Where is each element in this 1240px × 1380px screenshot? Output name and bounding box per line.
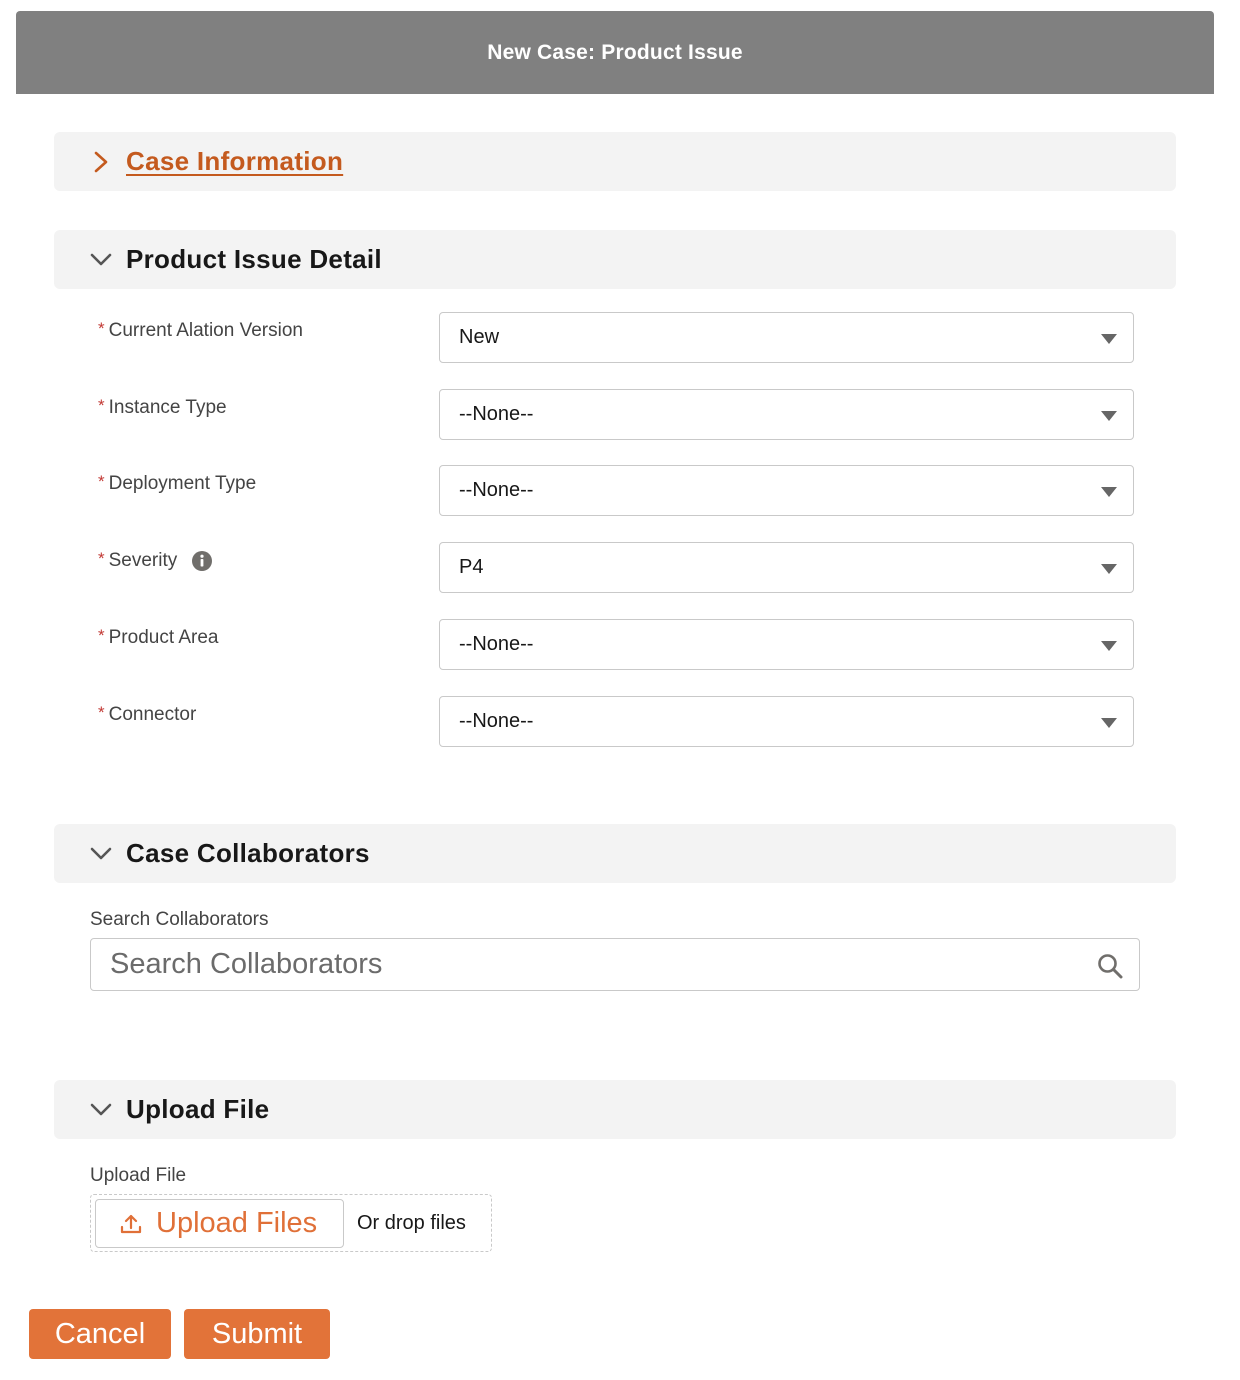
field-label — [98, 704, 196, 726]
search-collaborators-input[interactable] — [110, 945, 1070, 985]
section-title-case-information[interactable]: Case Information — [126, 146, 344, 176]
section-upload-file[interactable] — [54, 1080, 1176, 1139]
field-label-text: Instance Type — [108, 397, 227, 418]
search-icon[interactable] — [1097, 953, 1123, 979]
caret-down-icon — [1100, 333, 1118, 345]
field-label — [98, 550, 213, 572]
required-marker: * — [98, 549, 105, 568]
section-case-information[interactable] — [54, 132, 1176, 191]
required-marker: * — [98, 319, 105, 338]
drop-files-text: Or drop files — [357, 1212, 466, 1234]
field-severity — [98, 542, 1134, 593]
field-instance-type — [98, 389, 1134, 440]
field-label — [98, 320, 303, 342]
file-dropzone[interactable] — [90, 1194, 492, 1252]
search-collaborators-label: Search Collaborators — [90, 909, 269, 930]
caret-down-icon — [1100, 640, 1118, 652]
select-value: --None-- — [459, 710, 534, 732]
upload-files-label: Upload Files — [156, 1207, 318, 1239]
current-alation-version-select[interactable] — [439, 312, 1134, 363]
field-product-area — [98, 619, 1134, 670]
section-title-upload-file: Upload File — [126, 1094, 270, 1124]
deployment-type-select[interactable] — [439, 465, 1134, 516]
connector-select[interactable] — [439, 696, 1134, 747]
select-value: --None-- — [459, 479, 534, 501]
field-label-text: Severity — [108, 550, 178, 571]
info-icon[interactable] — [191, 550, 213, 572]
upload-file-label: Upload File — [90, 1165, 187, 1186]
field-label-text: Product Area — [108, 627, 219, 648]
search-collaborators-box[interactable] — [90, 938, 1140, 991]
caret-down-icon — [1100, 717, 1118, 729]
required-marker: * — [98, 626, 105, 645]
cancel-button[interactable]: Cancel — [29, 1309, 171, 1359]
instance-type-select[interactable] — [439, 389, 1134, 440]
select-value: --None-- — [459, 403, 534, 425]
field-label — [98, 627, 218, 649]
upload-icon — [120, 1213, 142, 1235]
section-title-product-issue-detail: Product Issue Detail — [126, 244, 382, 274]
select-value: --None-- — [459, 633, 534, 655]
caret-down-icon — [1100, 486, 1118, 498]
field-label-text: Deployment Type — [108, 473, 257, 494]
modal-title: New Case: Product Issue — [487, 40, 743, 64]
product-area-select[interactable] — [439, 619, 1134, 670]
required-marker: * — [98, 703, 105, 722]
section-product-issue-detail[interactable] — [54, 230, 1176, 289]
required-marker: * — [98, 472, 105, 491]
chevron-down-icon[interactable] — [88, 247, 114, 273]
select-value: P4 — [459, 556, 484, 578]
upload-files-button[interactable] — [95, 1199, 344, 1248]
field-current-alation-version — [98, 312, 1134, 363]
field-deployment-type — [98, 465, 1134, 516]
chevron-right-icon[interactable] — [88, 149, 114, 175]
field-connector — [98, 696, 1134, 747]
field-label-text: Current Alation Version — [108, 320, 303, 341]
submit-button[interactable]: Submit — [184, 1309, 330, 1359]
modal-header — [16, 11, 1214, 94]
chevron-down-icon[interactable] — [88, 1097, 114, 1123]
section-title-case-collaborators: Case Collaborators — [126, 838, 370, 868]
field-label — [98, 473, 256, 495]
caret-down-icon — [1100, 410, 1118, 422]
caret-down-icon — [1100, 563, 1118, 575]
select-value: New — [459, 326, 500, 348]
chevron-down-icon[interactable] — [88, 841, 114, 867]
field-label-text: Connector — [108, 704, 197, 725]
field-label — [98, 397, 227, 419]
section-case-collaborators[interactable] — [54, 824, 1176, 883]
severity-select[interactable] — [439, 542, 1134, 593]
required-marker: * — [98, 396, 105, 415]
